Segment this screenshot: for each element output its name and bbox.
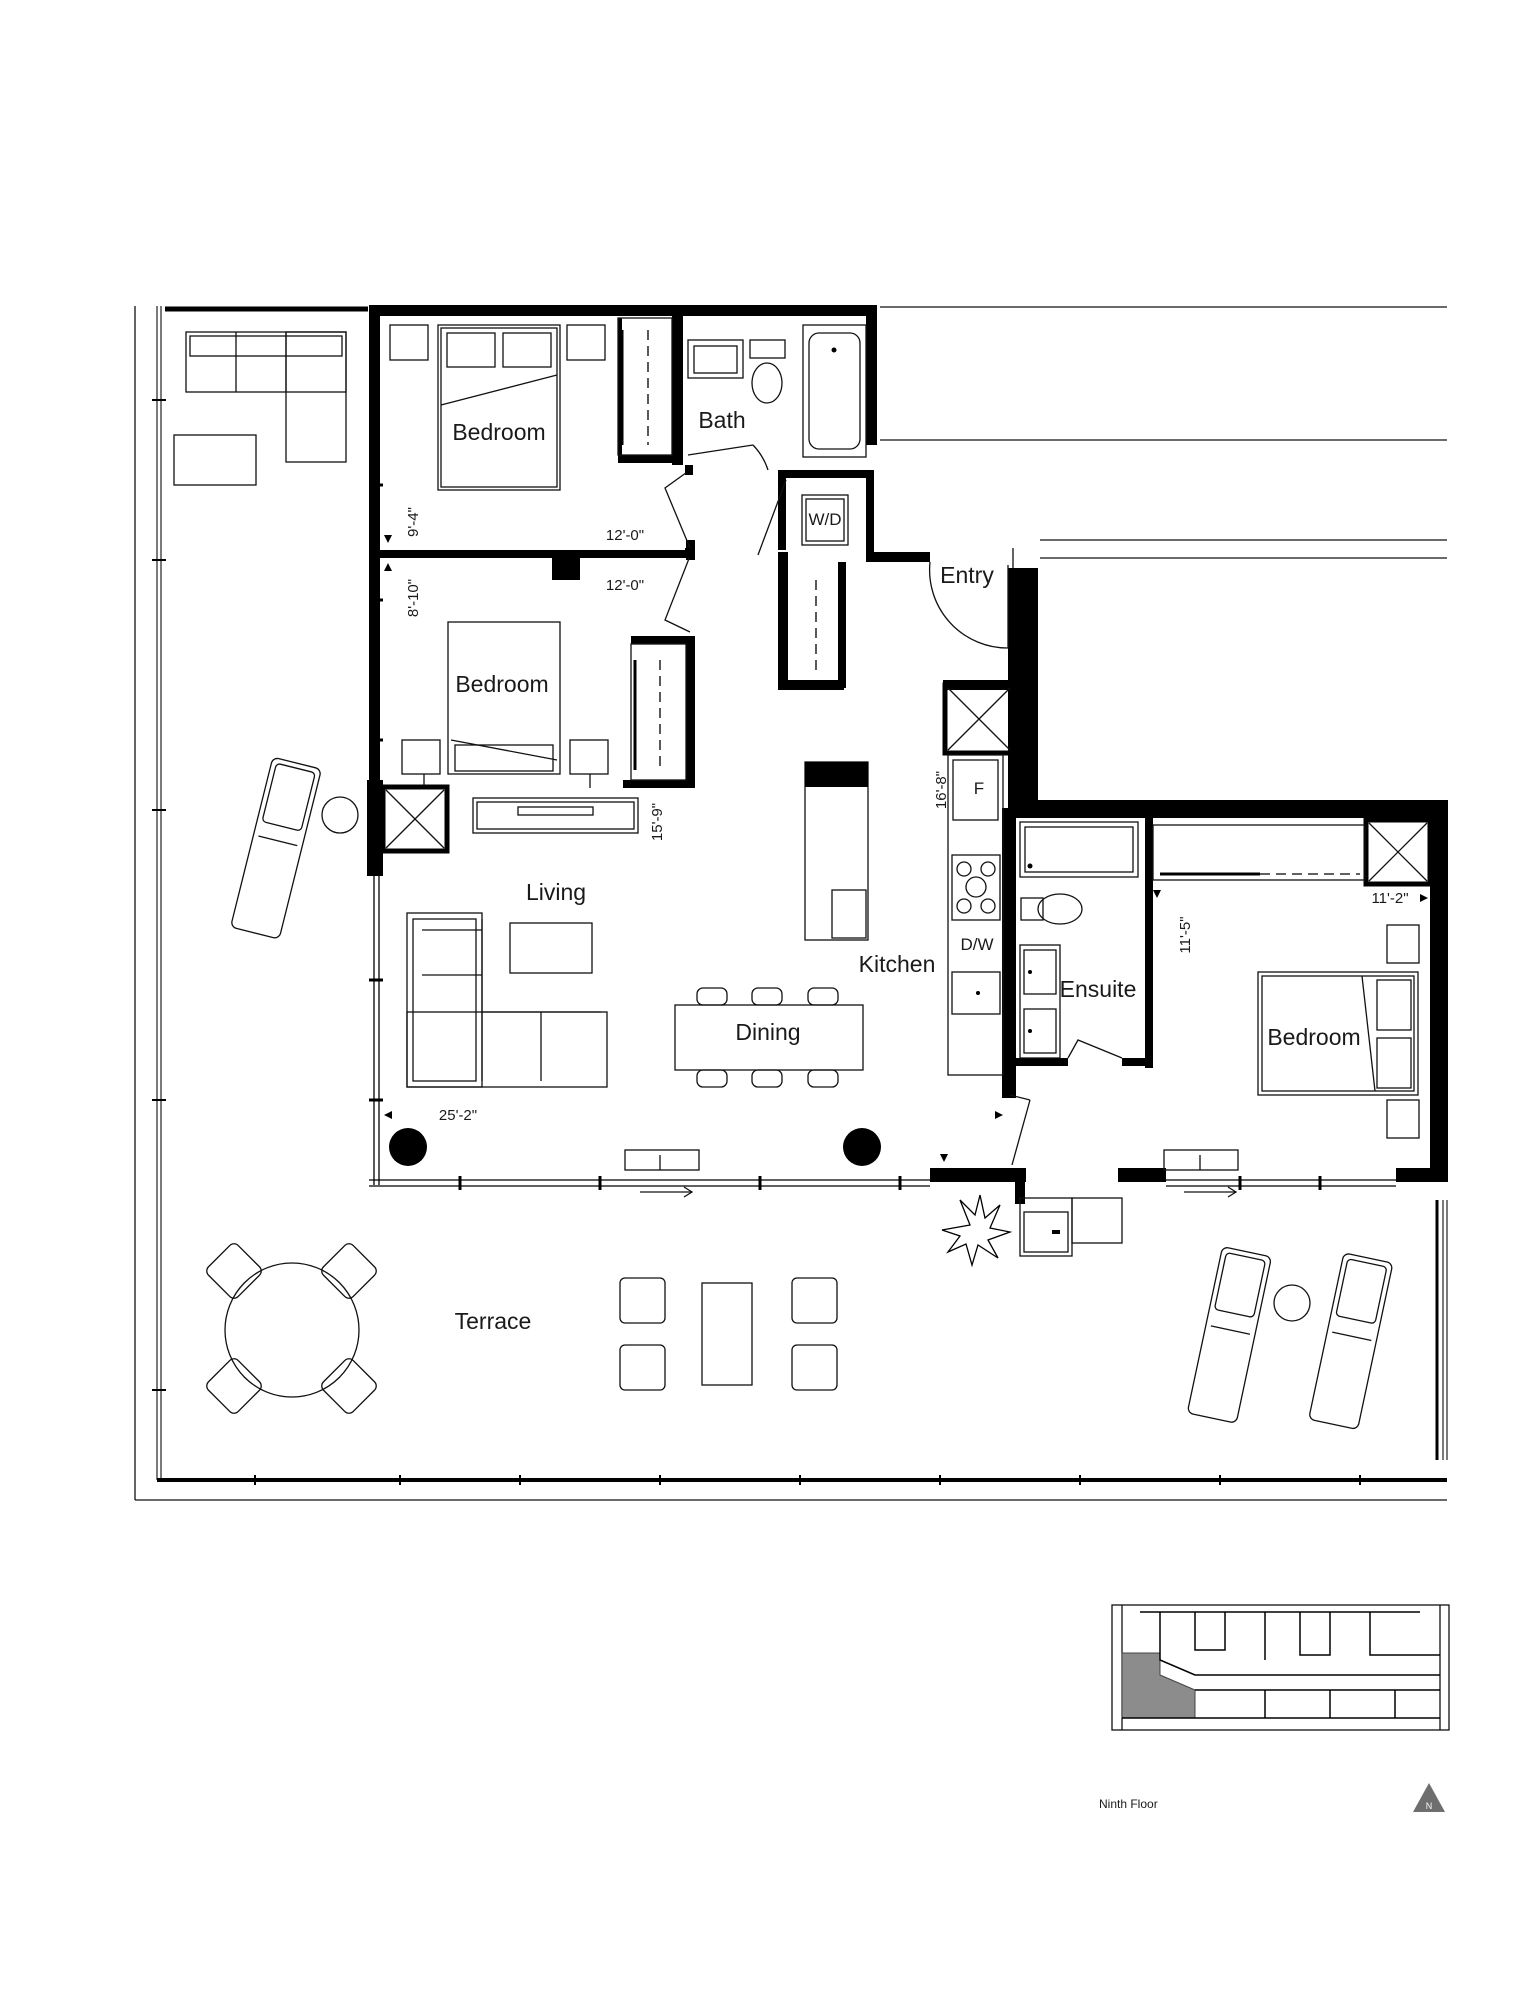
bath-label: Bath: [698, 407, 746, 433]
bedroom-2-furniture: [402, 622, 686, 788]
bedroom-1-width-dim: 12'-0": [605, 527, 645, 544]
bedroom-2-depth-dim: 8'-10": [405, 578, 422, 618]
terrace-outline: [135, 306, 1447, 1500]
window-walls: [369, 375, 1396, 1190]
dishwasher-label: D/W: [960, 935, 994, 954]
bedroom-1-depth-dim: 9'-4": [405, 507, 422, 537]
north-label: N: [1425, 1801, 1433, 1811]
kitchen-depth-dim: 16'-8": [933, 770, 950, 810]
bedroom-2-label: Bedroom: [455, 671, 549, 697]
hall-doors: [665, 465, 693, 632]
coat-closet: [816, 580, 840, 672]
unit-highlight: [1122, 1653, 1195, 1718]
dining-label: Dining: [735, 1019, 801, 1045]
terrace-label: Terrace: [454, 1308, 532, 1334]
bath-fixtures: [688, 325, 866, 470]
bedroom-3-depth-dim: 11'-5": [1177, 916, 1194, 954]
bedroom-1-label: Bedroom: [452, 419, 546, 445]
floor-label: Ninth Floor: [1099, 1797, 1158, 1811]
fridge-label: F: [973, 779, 985, 798]
entry-label: Entry: [940, 562, 994, 588]
bedroom-3-furniture: [1153, 825, 1419, 1197]
living-label: Living: [525, 879, 587, 905]
living-depth-dim: 15'-9": [649, 802, 666, 842]
adjacent-unit-outline: [880, 307, 1447, 558]
laundry-label: W/D: [808, 510, 842, 529]
kitchen-label: Kitchen: [858, 951, 936, 977]
ensuite-fixtures: [1020, 822, 1138, 1058]
bedroom-2-width-dim: 12'-0": [605, 577, 645, 594]
ensuite-label: Ensuite: [1059, 976, 1137, 1002]
key-plan: [1099, 1605, 1449, 1812]
living-width-dim: 25'-2": [438, 1107, 478, 1124]
mechanical-shafts: [383, 685, 1430, 884]
bedroom-3-width-dim: 11'-2": [1371, 890, 1409, 907]
living-furniture: [407, 798, 699, 1197]
room-labels: [452, 407, 1360, 1334]
bedroom-3-label: Bedroom: [1267, 1024, 1361, 1050]
bedroom-1-furniture: [390, 318, 672, 490]
